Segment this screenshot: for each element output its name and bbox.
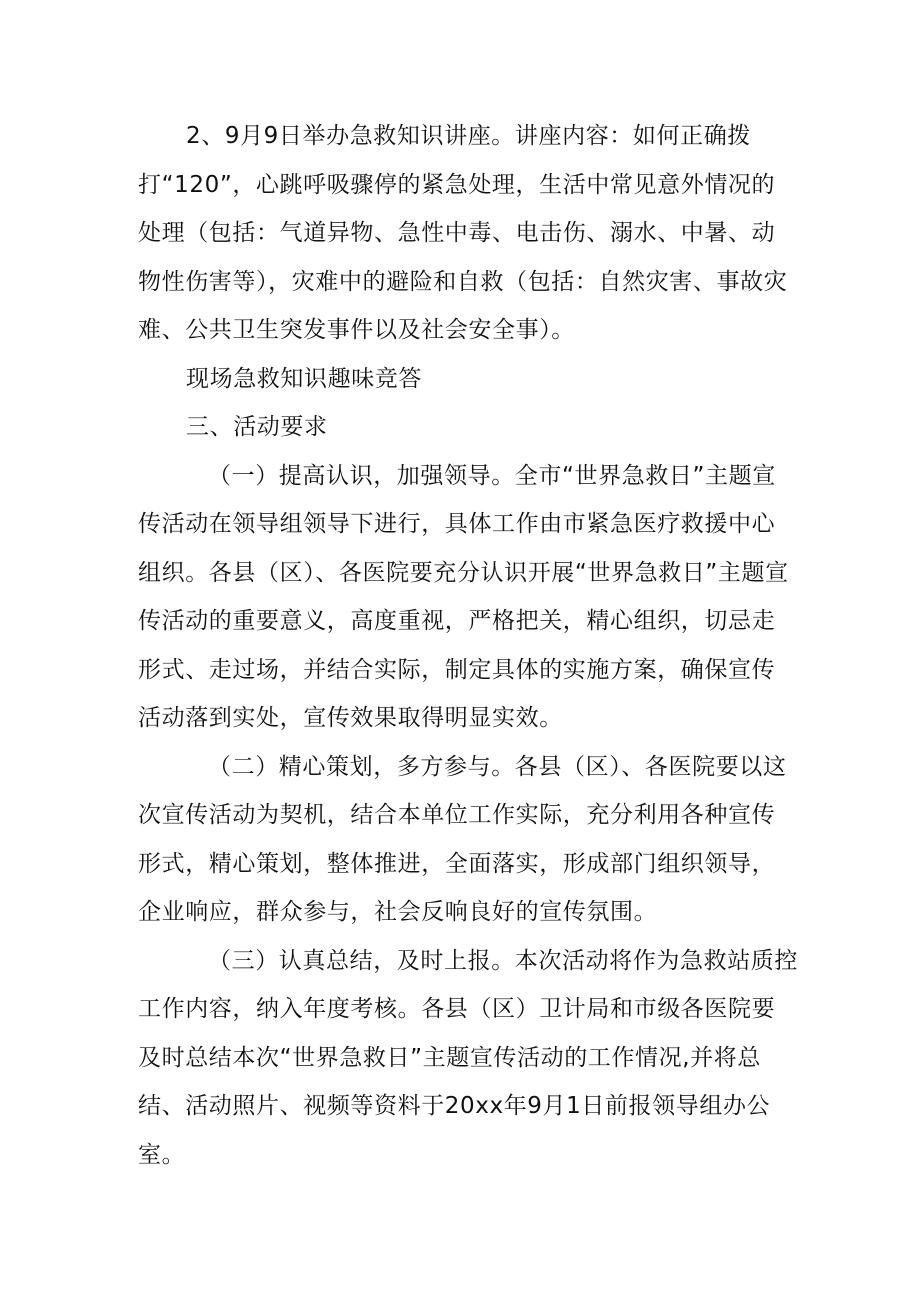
paragraph-requirement-2: （二）精心策划，多方参与。各县（区）、各医院要以这次宣传活动为契机，结合本单位工作实际，充分利用各种宣传形式，精心策划，整体推进，全面落实，形成部门组织领导，企业响应，群众参与，社会反响良好的宣传氛围。 bbox=[138, 753, 787, 925]
paragraph-requirement-1: （一）提高认识，加强领导。全市“世界急救日”主题宣传活动在领导组领导下进行，具体工作由市紧急医疗救援中心组织。各县（区）、各医院要充分认识开展“世界急救日”主题宣传活动的重要意义，高度重视，严格把关，精心组织，切忌走形式、走过场，并结合实际，制定具体的实施方案，确保宣传活动落到实处，宣传效果取得明显实效。 bbox=[138, 462, 789, 731]
paragraph-lecture: 2、9月9日举办急救知识讲座。讲座内容：如何正确拨打“120”，心跳呼吸骤停的紧急处理，生活中常见意外情况的处理（包括：气道异物、急性中毒、电击伤、溺水、中暑、动物性伤害等），灾难中的避险和自救（包括：自然灾害、事故灾难、公共卫生突发事件以及社会安全事）。 bbox=[138, 123, 788, 343]
document-body bbox=[138, 112, 798, 1179]
paragraph-quiz: 现场急救知识趣味竞答 bbox=[186, 365, 422, 392]
section-heading-requirements: 三、活动要求 bbox=[186, 414, 328, 440]
paragraph-requirement-3: （三）认真总结，及时上报。本次活动将作为急救站质控工作内容，纳入年度考核。各县（区）卫计局和市级各医院要及时总结本次“世界急救日”主题宣传活动的工作情况,并将总结、活动照片、视频等资料于20xx年9月1日前报领导组办公室。 bbox=[138, 947, 798, 1168]
